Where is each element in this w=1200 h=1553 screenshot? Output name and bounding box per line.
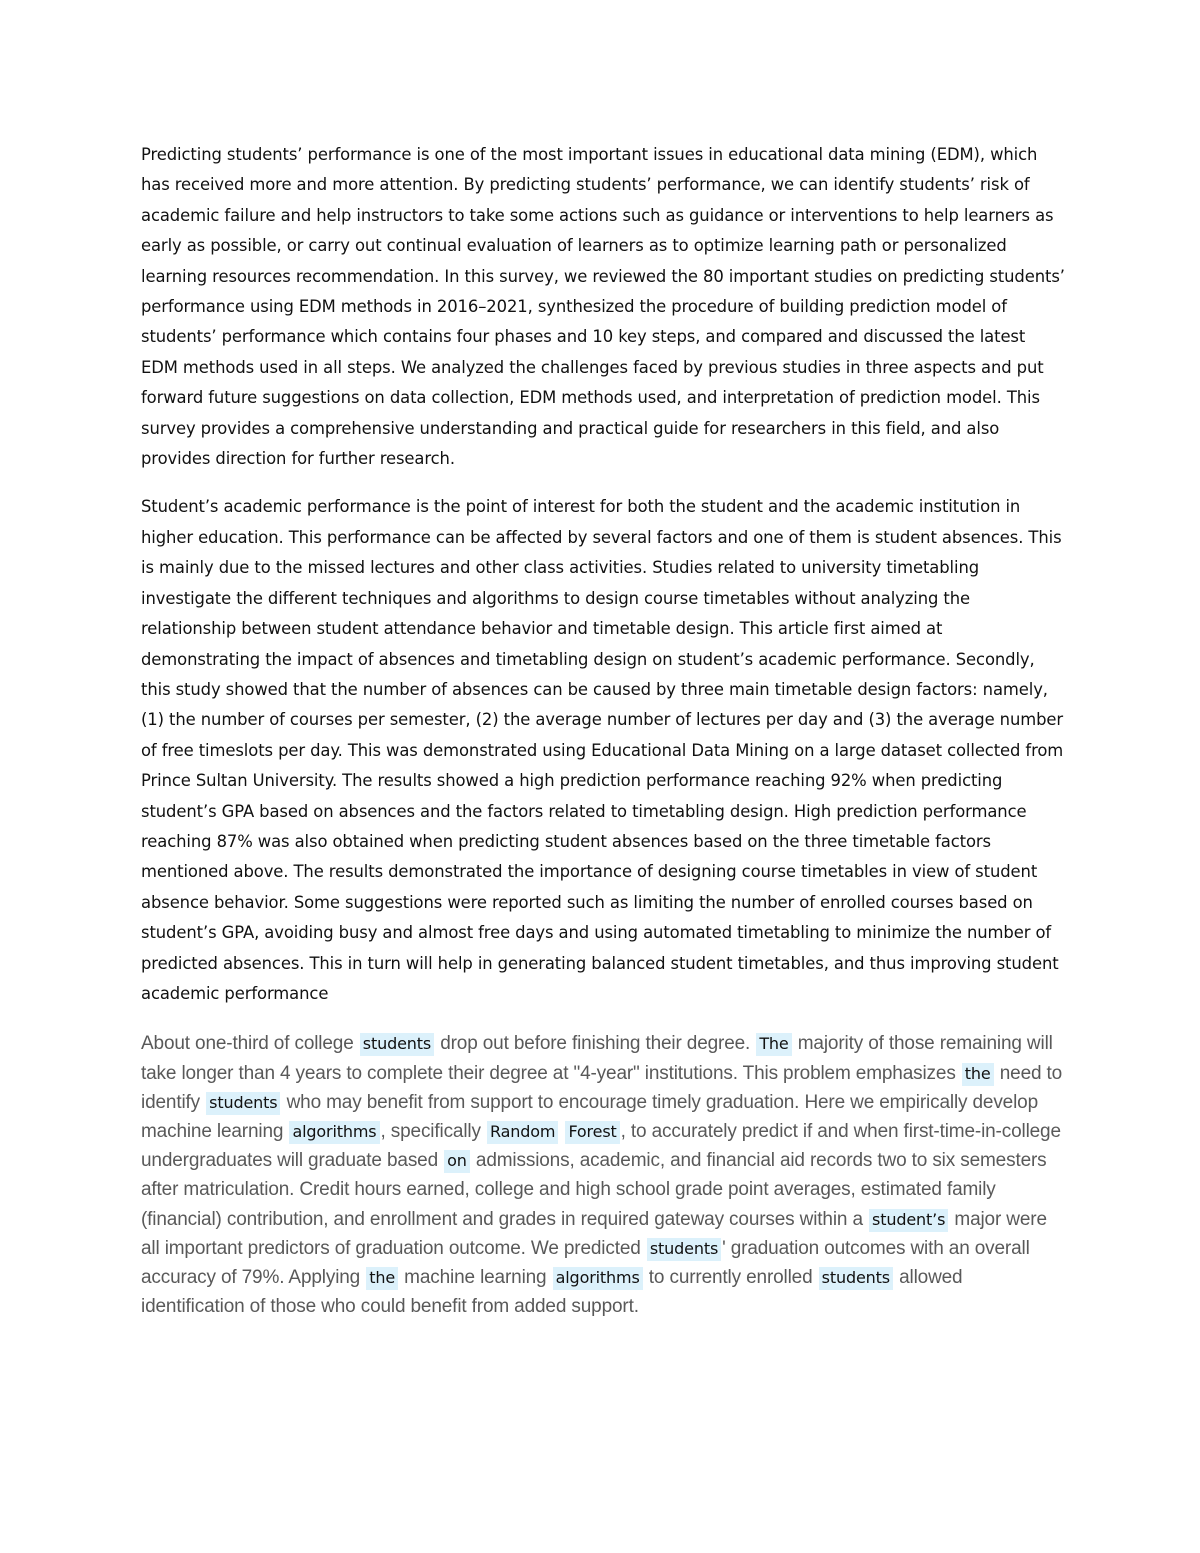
paragraph-timetabling-study: Student’s academic performance is the point of interest for both the student and the academic institution in higher education. This performance can be affected by several factors and one of them is student absences. This is mainly due to the missed lectures and other class activities. Studies related to university timetabling investigate the different techniques and algorithms to design course timetables without analyzing the relationship between student attendance behavior and timetable design. This article first aimed at demonstrating the impact of absences and timetabling design on student’s academic performance. Secondly, this study showed that the number of absences can be caused by three main timetable design factors: namely, (1) the number of courses per semester, (2) the average number of lectures per day and (3) the average number of free timeslots per day. This was demonstrated using Educational Data Mining on a large dataset collected from Prince Sultan University. The results showed a high prediction performance reaching 92% when predicting student’s GPA based on absences and the factors related to timetabling design. High prediction performance reaching 87% was also obtained when predicting student absences based on the three timetable factors mentioned above. The results demonstrated the importance of designing course timetables in view of student absence behavior. Some suggestions were reported such as limiting the number of enrolled courses based on student’s GPA, avoiding busy and almost free days and using automated timetabling to minimize the number of predicted absences. This in turn will help in generating balanced student timetables, and thus improving student academic performance [141, 497, 1064, 1003]
text-run: need to identify [141, 1062, 1063, 1113]
highlighted-word: the [366, 1267, 398, 1290]
highlighted-word: Random [487, 1121, 558, 1144]
highlighted-word: students [206, 1092, 280, 1115]
highlighted-word: The [756, 1033, 791, 1056]
highlighted-word: students [819, 1267, 893, 1290]
highlighted-word: algorithms [289, 1121, 379, 1144]
text-run: ' graduation outcomes with an overall accuracy of 79%. Applying [141, 1237, 1030, 1288]
text-run: , specifically [380, 1120, 486, 1142]
highlighted-word: on [444, 1150, 470, 1173]
text-run: About one-third of college [141, 1033, 359, 1055]
highlighted-word: students [360, 1033, 434, 1056]
text-run: allowed identification of those who could benefit from added support. [141, 1267, 963, 1318]
text-run: major were all important predictors of graduation outcome. We predicted [141, 1208, 1047, 1259]
highlighted-word: Forest [565, 1121, 619, 1144]
highlighted-word: algorithms [553, 1267, 643, 1290]
text-run: drop out before finishing their degree. [435, 1033, 756, 1055]
highlighted-word: students [647, 1238, 721, 1261]
text-run [559, 1121, 564, 1142]
text-run: majority of those remaining will take longer than 4 years to complete their degree at "4-year" institutions. This problem emphasizes [141, 1033, 1053, 1084]
paragraph-edm-survey: Predicting students’ performance is one of the most important issues in educational data mining (EDM), which has received more and more attention. By predicting students’ performance, we can identify students’ risk of academic failure and help instructors to take some actions such as guidance or interventions to help learners as early as possible, or carry out continual evaluation of learners as to optimize learning path or personalized learning resources recommendation. In this survey, we reviewed the 80 important studies on predicting students’ performance using EDM methods in 2016–2021, synthesized the procedure of building prediction model of students’ performance which contains four phases and 10 key steps, and compared and discussed the latest EDM methods used in all steps. We analyzed the challenges faced by previous studies in three aspects and put forward future suggestions on data collection, EDM methods used, and interpretation of prediction model. This survey provides a comprehensive understanding and practical guide for researchers in this field, and also provides direction for further research. [141, 145, 1065, 469]
text-run: admissions, academic, and financial aid records two to six semesters after matriculation. Credit hours earned, college and high school grade point averages, estimated family (financial) contribution, and enrollment and grades in required gateway courses within a [141, 1150, 1047, 1230]
text-run: who may benefit from support to encourage timely graduation. Here we empirically develop machine learning [141, 1091, 1038, 1142]
highlighted-word: student’s [869, 1209, 948, 1232]
text-run: to currently enrolled [643, 1267, 818, 1288]
text-run: machine learning [399, 1267, 552, 1288]
text-run: , to accurately predict if and when first-time-in-college undergraduates will graduate based [141, 1120, 1061, 1172]
highlighted-word: the [962, 1063, 994, 1086]
document-page [141, 140, 1066, 1340]
paragraph-graduation-prediction [141, 1029, 1066, 1321]
